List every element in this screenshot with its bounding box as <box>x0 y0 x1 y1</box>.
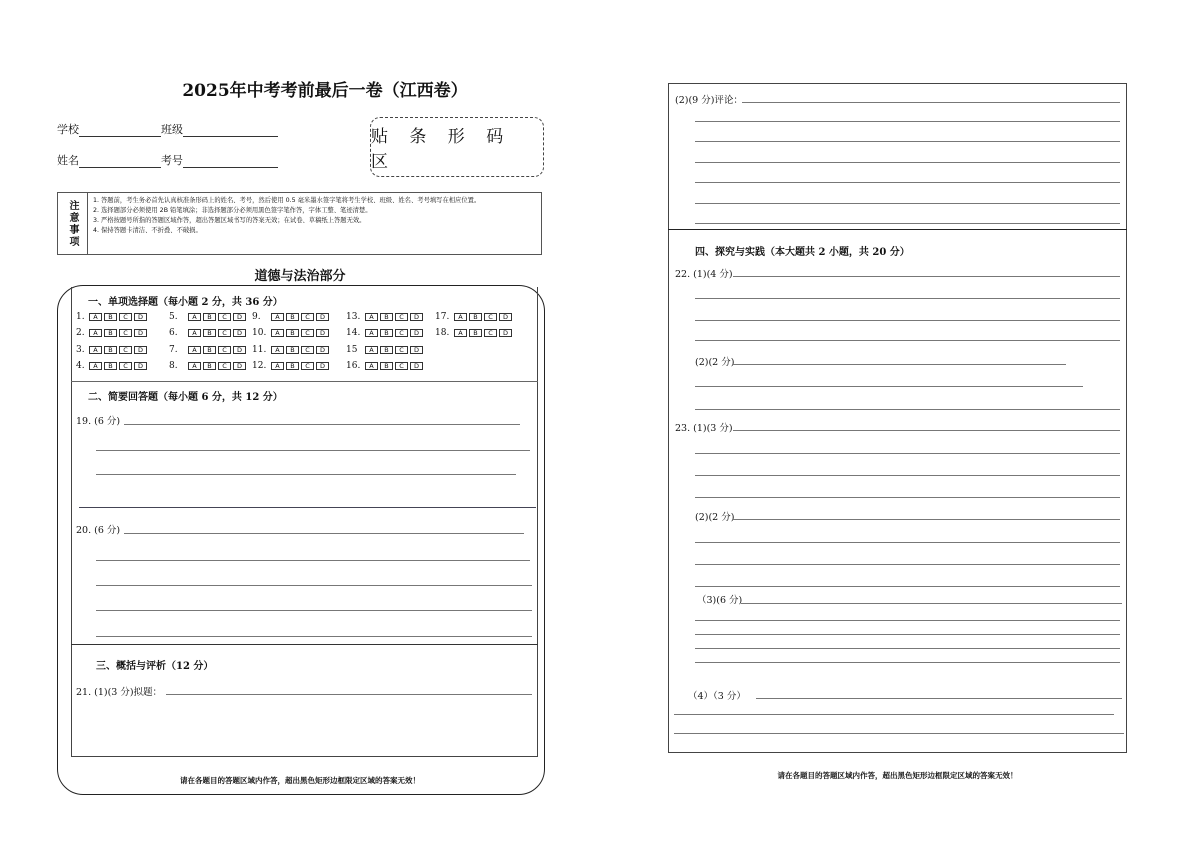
answer-line[interactable] <box>695 453 1120 454</box>
question-number: 10. <box>252 328 267 338</box>
answer-line[interactable] <box>695 182 1120 183</box>
answer-line[interactable] <box>742 102 1120 103</box>
divider <box>668 229 1127 230</box>
option-bubble[interactable]: A <box>365 329 378 337</box>
option-bubble[interactable]: C <box>395 313 408 321</box>
answer-line[interactable] <box>96 585 532 586</box>
answer-line[interactable] <box>695 542 1120 543</box>
q20-label: 20. (6 分) <box>76 525 121 536</box>
option-bubble[interactable]: A <box>188 329 201 337</box>
answer-line[interactable] <box>695 497 1120 498</box>
notice-item: 2. 选择题部分必须使用 2B 铅笔填涂；非选择题部分必须用黑色签字笔作答，字体工整、笔迹清楚。 <box>93 207 372 214</box>
page-title: 2025年中考考前最后一卷（江西卷） <box>182 81 468 101</box>
name-field[interactable] <box>79 156 161 168</box>
section-2-heading: 二、简要回答题（每小题 6 分，共 12 分） <box>88 392 283 403</box>
choice-question-row <box>169 311 248 323</box>
q19-label: 19. (6 分) <box>76 416 121 427</box>
exam-no-field[interactable] <box>183 156 278 168</box>
option-bubble[interactable]: B <box>380 329 393 337</box>
part-title: 道德与法治部分 <box>254 269 346 284</box>
question-number: 12. <box>252 361 267 371</box>
option-bubble[interactable]: D <box>316 362 329 370</box>
option-bubble[interactable]: B <box>380 346 393 354</box>
answer-line[interactable] <box>96 636 532 637</box>
question-number: 2. <box>76 328 85 338</box>
answer-line[interactable] <box>695 340 1120 341</box>
option-bubble[interactable]: A <box>365 362 378 370</box>
class-label: 班级 <box>161 123 183 136</box>
notice-item: 1. 答题前，考生务必首先认真核准条形码上的姓名、考号，然后使用 0.5 毫米墨水签字笔将考生学校、班级、姓名、考号填写在相应位置。 <box>93 197 481 204</box>
notice-box <box>57 192 542 255</box>
option-bubble[interactable]: A <box>454 329 467 337</box>
question-number: 5. <box>169 312 178 322</box>
choice-question-row <box>76 344 149 356</box>
answer-line[interactable] <box>695 298 1120 299</box>
choice-question-row <box>169 360 248 372</box>
q23-3-label: （3)(6 分) <box>697 595 743 606</box>
exam-no-label: 考号 <box>161 154 183 167</box>
option-bubble[interactable]: A <box>271 329 284 337</box>
question-number: 6. <box>169 328 178 338</box>
option-bubble[interactable]: D <box>316 313 329 321</box>
question-number: 13. <box>346 312 361 322</box>
answer-line[interactable] <box>695 620 1120 621</box>
option-bubble[interactable]: D <box>233 362 246 370</box>
answer-line[interactable] <box>96 610 532 611</box>
school-label: 学校 <box>57 123 79 136</box>
answer-line[interactable] <box>96 560 530 561</box>
option-bubble[interactable]: A <box>89 362 102 370</box>
option-bubble[interactable]: A <box>454 313 467 321</box>
option-bubble[interactable]: A <box>188 313 201 321</box>
answer-line[interactable] <box>695 386 1083 387</box>
option-bubble[interactable]: A <box>89 346 102 354</box>
right-answer-region <box>668 83 1127 753</box>
answer-line[interactable] <box>695 121 1120 122</box>
answer-line[interactable] <box>741 603 1122 604</box>
choice-question-row <box>169 327 248 339</box>
option-bubble[interactable]: B <box>203 362 216 370</box>
school-field[interactable] <box>79 125 161 137</box>
answer-line[interactable] <box>733 519 1120 520</box>
answer-line[interactable] <box>695 203 1120 204</box>
divider <box>71 381 538 382</box>
option-bubble[interactable]: D <box>316 329 329 337</box>
answer-line[interactable] <box>695 648 1120 649</box>
divider <box>79 507 536 508</box>
q23-1-label: 23. (1)(3 分) <box>675 423 733 434</box>
notice-item: 4. 保持答题卡清洁、不折叠、不破损。 <box>93 227 202 234</box>
choice-question-row <box>76 311 149 323</box>
name-examno-row <box>57 152 278 168</box>
q21-2-label: (2)(9 分)评论： <box>675 95 743 106</box>
answer-line[interactable] <box>695 141 1120 142</box>
option-bubble[interactable]: C <box>218 313 231 321</box>
option-bubble[interactable]: D <box>134 346 147 354</box>
option-bubble[interactable]: B <box>203 346 216 354</box>
q22-1-label: 22. (1)(4 分) <box>675 269 733 280</box>
section-1-heading: 一、单项选择题（每小题 2 分，共 36 分） <box>88 297 283 308</box>
option-bubble[interactable]: D <box>410 329 423 337</box>
answer-line[interactable] <box>695 475 1120 476</box>
question-number: 4. <box>76 361 85 371</box>
option-bubble[interactable]: B <box>286 362 299 370</box>
school-class-row <box>57 121 278 137</box>
q21-label: 21. (1)(3 分)拟题： <box>76 687 163 698</box>
question-number: 16. <box>346 361 361 371</box>
option-bubble[interactable]: D <box>410 313 423 321</box>
answer-line[interactable] <box>674 714 1114 715</box>
option-bubble[interactable]: C <box>395 362 408 370</box>
option-bubble[interactable]: A <box>89 313 102 321</box>
notice-label: 注意事项 <box>58 193 88 254</box>
option-bubble[interactable]: C <box>301 313 314 321</box>
option-bubble[interactable]: B <box>104 329 117 337</box>
answer-line[interactable] <box>695 662 1120 663</box>
option-bubble[interactable]: D <box>233 346 246 354</box>
class-field[interactable] <box>183 125 278 137</box>
q23-2-label: (2)(2 分) <box>695 512 735 523</box>
choice-question-row <box>435 327 514 339</box>
option-bubble[interactable]: D <box>410 362 423 370</box>
option-bubble[interactable]: C <box>119 346 132 354</box>
barcode-area: 贴 条 形 码 区 <box>370 117 544 177</box>
choice-question-row <box>346 344 425 356</box>
q22-2-label: (2)(2 分) <box>695 357 735 368</box>
option-bubble[interactable]: A <box>271 346 284 354</box>
choice-question-row <box>346 327 425 339</box>
answer-line[interactable] <box>756 698 1122 699</box>
option-bubble[interactable]: B <box>203 329 216 337</box>
question-number: 3. <box>76 345 85 355</box>
choice-question-row <box>252 360 331 372</box>
choice-question-row <box>76 327 149 339</box>
option-bubble[interactable]: A <box>365 313 378 321</box>
option-bubble[interactable]: B <box>286 329 299 337</box>
answer-line[interactable] <box>695 409 1120 410</box>
option-bubble[interactable]: A <box>188 362 201 370</box>
option-bubble[interactable]: D <box>233 329 246 337</box>
option-bubble[interactable]: B <box>469 329 482 337</box>
option-bubble[interactable]: D <box>134 329 147 337</box>
option-bubble[interactable]: B <box>104 362 117 370</box>
question-number: 1. <box>76 312 85 322</box>
option-bubble[interactable]: D <box>316 346 329 354</box>
notice-body <box>88 193 541 254</box>
question-number: 7. <box>169 345 178 355</box>
option-bubble[interactable]: B <box>286 346 299 354</box>
choice-question-row <box>252 344 331 356</box>
choice-question-row <box>76 360 149 372</box>
option-bubble[interactable]: B <box>104 346 117 354</box>
name-label: 姓名 <box>57 154 79 167</box>
option-bubble[interactable]: A <box>271 313 284 321</box>
option-bubble[interactable]: B <box>203 313 216 321</box>
option-bubble[interactable]: D <box>134 313 147 321</box>
option-bubble[interactable]: C <box>119 329 132 337</box>
answer-line[interactable] <box>695 586 1120 587</box>
choice-question-row <box>435 311 514 323</box>
answer-line[interactable] <box>695 223 1120 224</box>
option-bubble[interactable]: D <box>134 362 147 370</box>
option-bubble[interactable]: B <box>104 313 117 321</box>
option-bubble[interactable]: A <box>365 346 378 354</box>
option-bubble[interactable]: C <box>301 346 314 354</box>
option-bubble[interactable]: C <box>119 362 132 370</box>
answer-line[interactable] <box>733 364 1066 365</box>
answer-line[interactable] <box>124 424 520 425</box>
option-bubble[interactable]: B <box>380 362 393 370</box>
choice-question-row <box>346 360 425 372</box>
choice-question-row <box>346 311 425 323</box>
option-bubble[interactable]: A <box>271 362 284 370</box>
answer-line[interactable] <box>96 474 516 475</box>
option-bubble[interactable]: C <box>218 362 231 370</box>
answer-line[interactable] <box>674 733 1124 734</box>
answer-line[interactable] <box>733 430 1120 431</box>
answer-line[interactable] <box>166 694 532 695</box>
footer-note: 请在各题目的答题区域内作答，超出黑色矩形边框限定区域的答案无效！ <box>777 771 1018 780</box>
option-bubble[interactable]: D <box>499 329 512 337</box>
answer-line[interactable] <box>695 564 1120 565</box>
answer-line[interactable] <box>695 634 1120 635</box>
option-bubble[interactable]: C <box>218 329 231 337</box>
choice-question-row <box>169 344 248 356</box>
option-bubble[interactable]: C <box>218 346 231 354</box>
answer-line[interactable] <box>96 450 530 451</box>
option-bubble[interactable]: C <box>484 313 497 321</box>
answer-line[interactable] <box>695 320 1120 321</box>
notice-item: 3. 严格按题号所指的答题区域作答，超出答题区域书写的答案无效；在试卷、草稿纸上答题无效。 <box>93 217 366 224</box>
footer-note: 请在各题目的答题区域内作答，超出黑色矩形边框限定区域的答案无效！ <box>180 776 420 785</box>
option-bubble[interactable]: D <box>410 346 423 354</box>
section-4-heading: 四、探究与实践（本大题共 2 小题，共 20 分） <box>695 247 910 258</box>
answer-line[interactable] <box>124 533 524 534</box>
option-bubble[interactable]: C <box>395 329 408 337</box>
option-bubble[interactable]: D <box>499 313 512 321</box>
q23-4-label: （4）（3 分） <box>688 691 746 702</box>
section-3-heading: 三、概括与评析（12 分） <box>96 661 214 672</box>
question-number: 11. <box>252 345 267 355</box>
answer-line[interactable] <box>695 162 1120 163</box>
question-number: 14. <box>346 328 361 338</box>
divider <box>71 644 538 645</box>
choice-question-row <box>252 311 331 323</box>
option-bubble[interactable]: B <box>469 313 482 321</box>
choice-question-row <box>252 327 331 339</box>
question-number: 18. <box>435 328 450 338</box>
option-bubble[interactable]: C <box>484 329 497 337</box>
option-bubble[interactable]: B <box>286 313 299 321</box>
option-bubble[interactable]: D <box>233 313 246 321</box>
question-number: 8. <box>169 361 178 371</box>
answer-line[interactable] <box>733 276 1120 277</box>
option-bubble[interactable]: A <box>89 329 102 337</box>
option-bubble[interactable]: A <box>188 346 201 354</box>
option-bubble[interactable]: C <box>301 362 314 370</box>
option-bubble[interactable]: B <box>380 313 393 321</box>
question-number: 17. <box>435 312 450 322</box>
option-bubble[interactable]: C <box>119 313 132 321</box>
question-number: 15 <box>346 345 358 355</box>
option-bubble[interactable]: C <box>301 329 314 337</box>
question-number: 9. <box>252 312 261 322</box>
option-bubble[interactable]: C <box>395 346 408 354</box>
